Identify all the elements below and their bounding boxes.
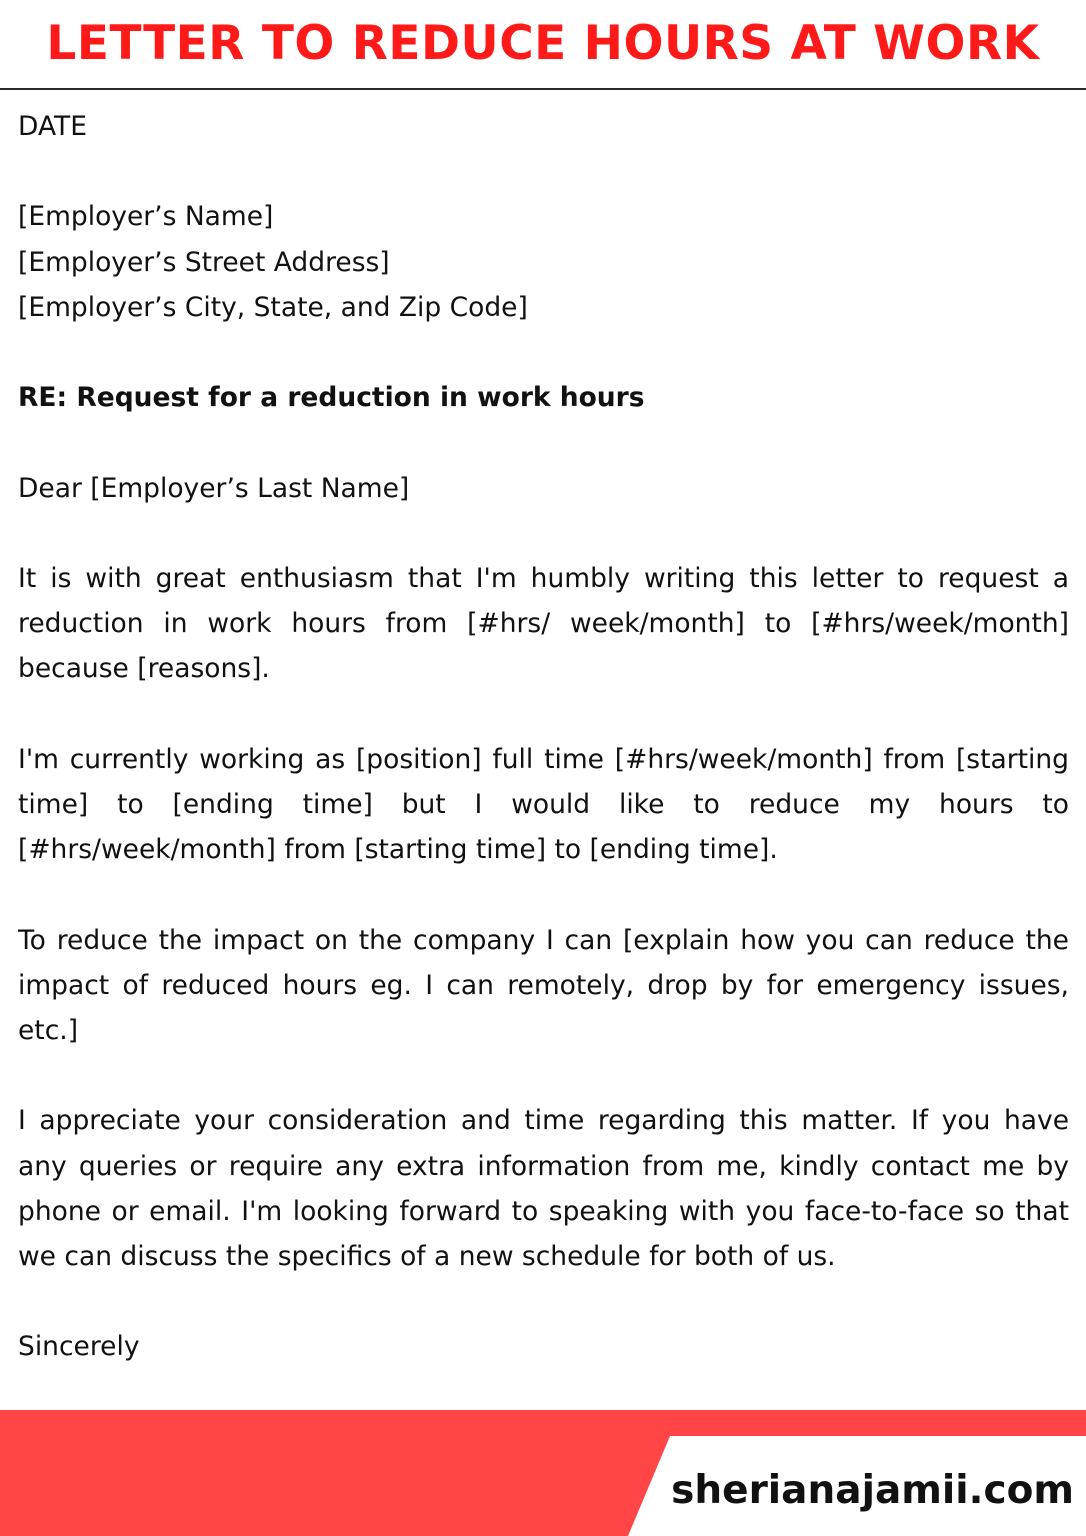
- letter-paragraph-current-schedule: I'm currently working as [position] full time [#hrs/week/month] from [starting time] to [ending time] but I would like to reduce my hours to [#hrs/week/month] from [starting time] to [ending time].: [18, 743, 1069, 866]
- footer-site-name: sherianajamii.com: [671, 1468, 1074, 1513]
- letter-paragraph-impact: To reduce the impact on the company I can [explain how you can reduce the impact of reduced hours eg. I can remotely, drop by for emergency issues, etc.]: [18, 924, 1069, 1046]
- employer-name: [Employer’s Name]: [18, 201, 274, 233]
- letter-date: DATE: [18, 111, 87, 142]
- employer-city-state-zip: [Employer’s City, State, and Zip Code]: [18, 291, 528, 323]
- letter-body: [18, 104, 1069, 1370]
- page-header: [0, 0, 1086, 90]
- letter-salutation: Dear [Employer’s Last Name]: [18, 472, 410, 504]
- letter-paragraph-request: It is with great enthusiasm that I'm humbly writing this letter to request a reduction in work hours from [#hrs/ week/month] to [#hrs/week/month] because [reasons].: [18, 562, 1069, 685]
- page-title: LETTER TO REDUCE HOURS AT WORK: [46, 16, 1040, 71]
- letter-subject: RE: Request for a reduction in work hours: [18, 382, 645, 414]
- letter-paragraph-appreciation: I appreciate your consideration and time regarding this matter. If you have any queries or require any extra information from me, kindly contact me by phone or email. I'm looking forward to speaking with you face-to-face so that we can discuss the specifics of a new schedule for both of us.: [18, 1105, 1069, 1272]
- letter-closing: Sincerely: [18, 1331, 140, 1363]
- employer-street-address: [Employer’s Street Address]: [18, 246, 390, 278]
